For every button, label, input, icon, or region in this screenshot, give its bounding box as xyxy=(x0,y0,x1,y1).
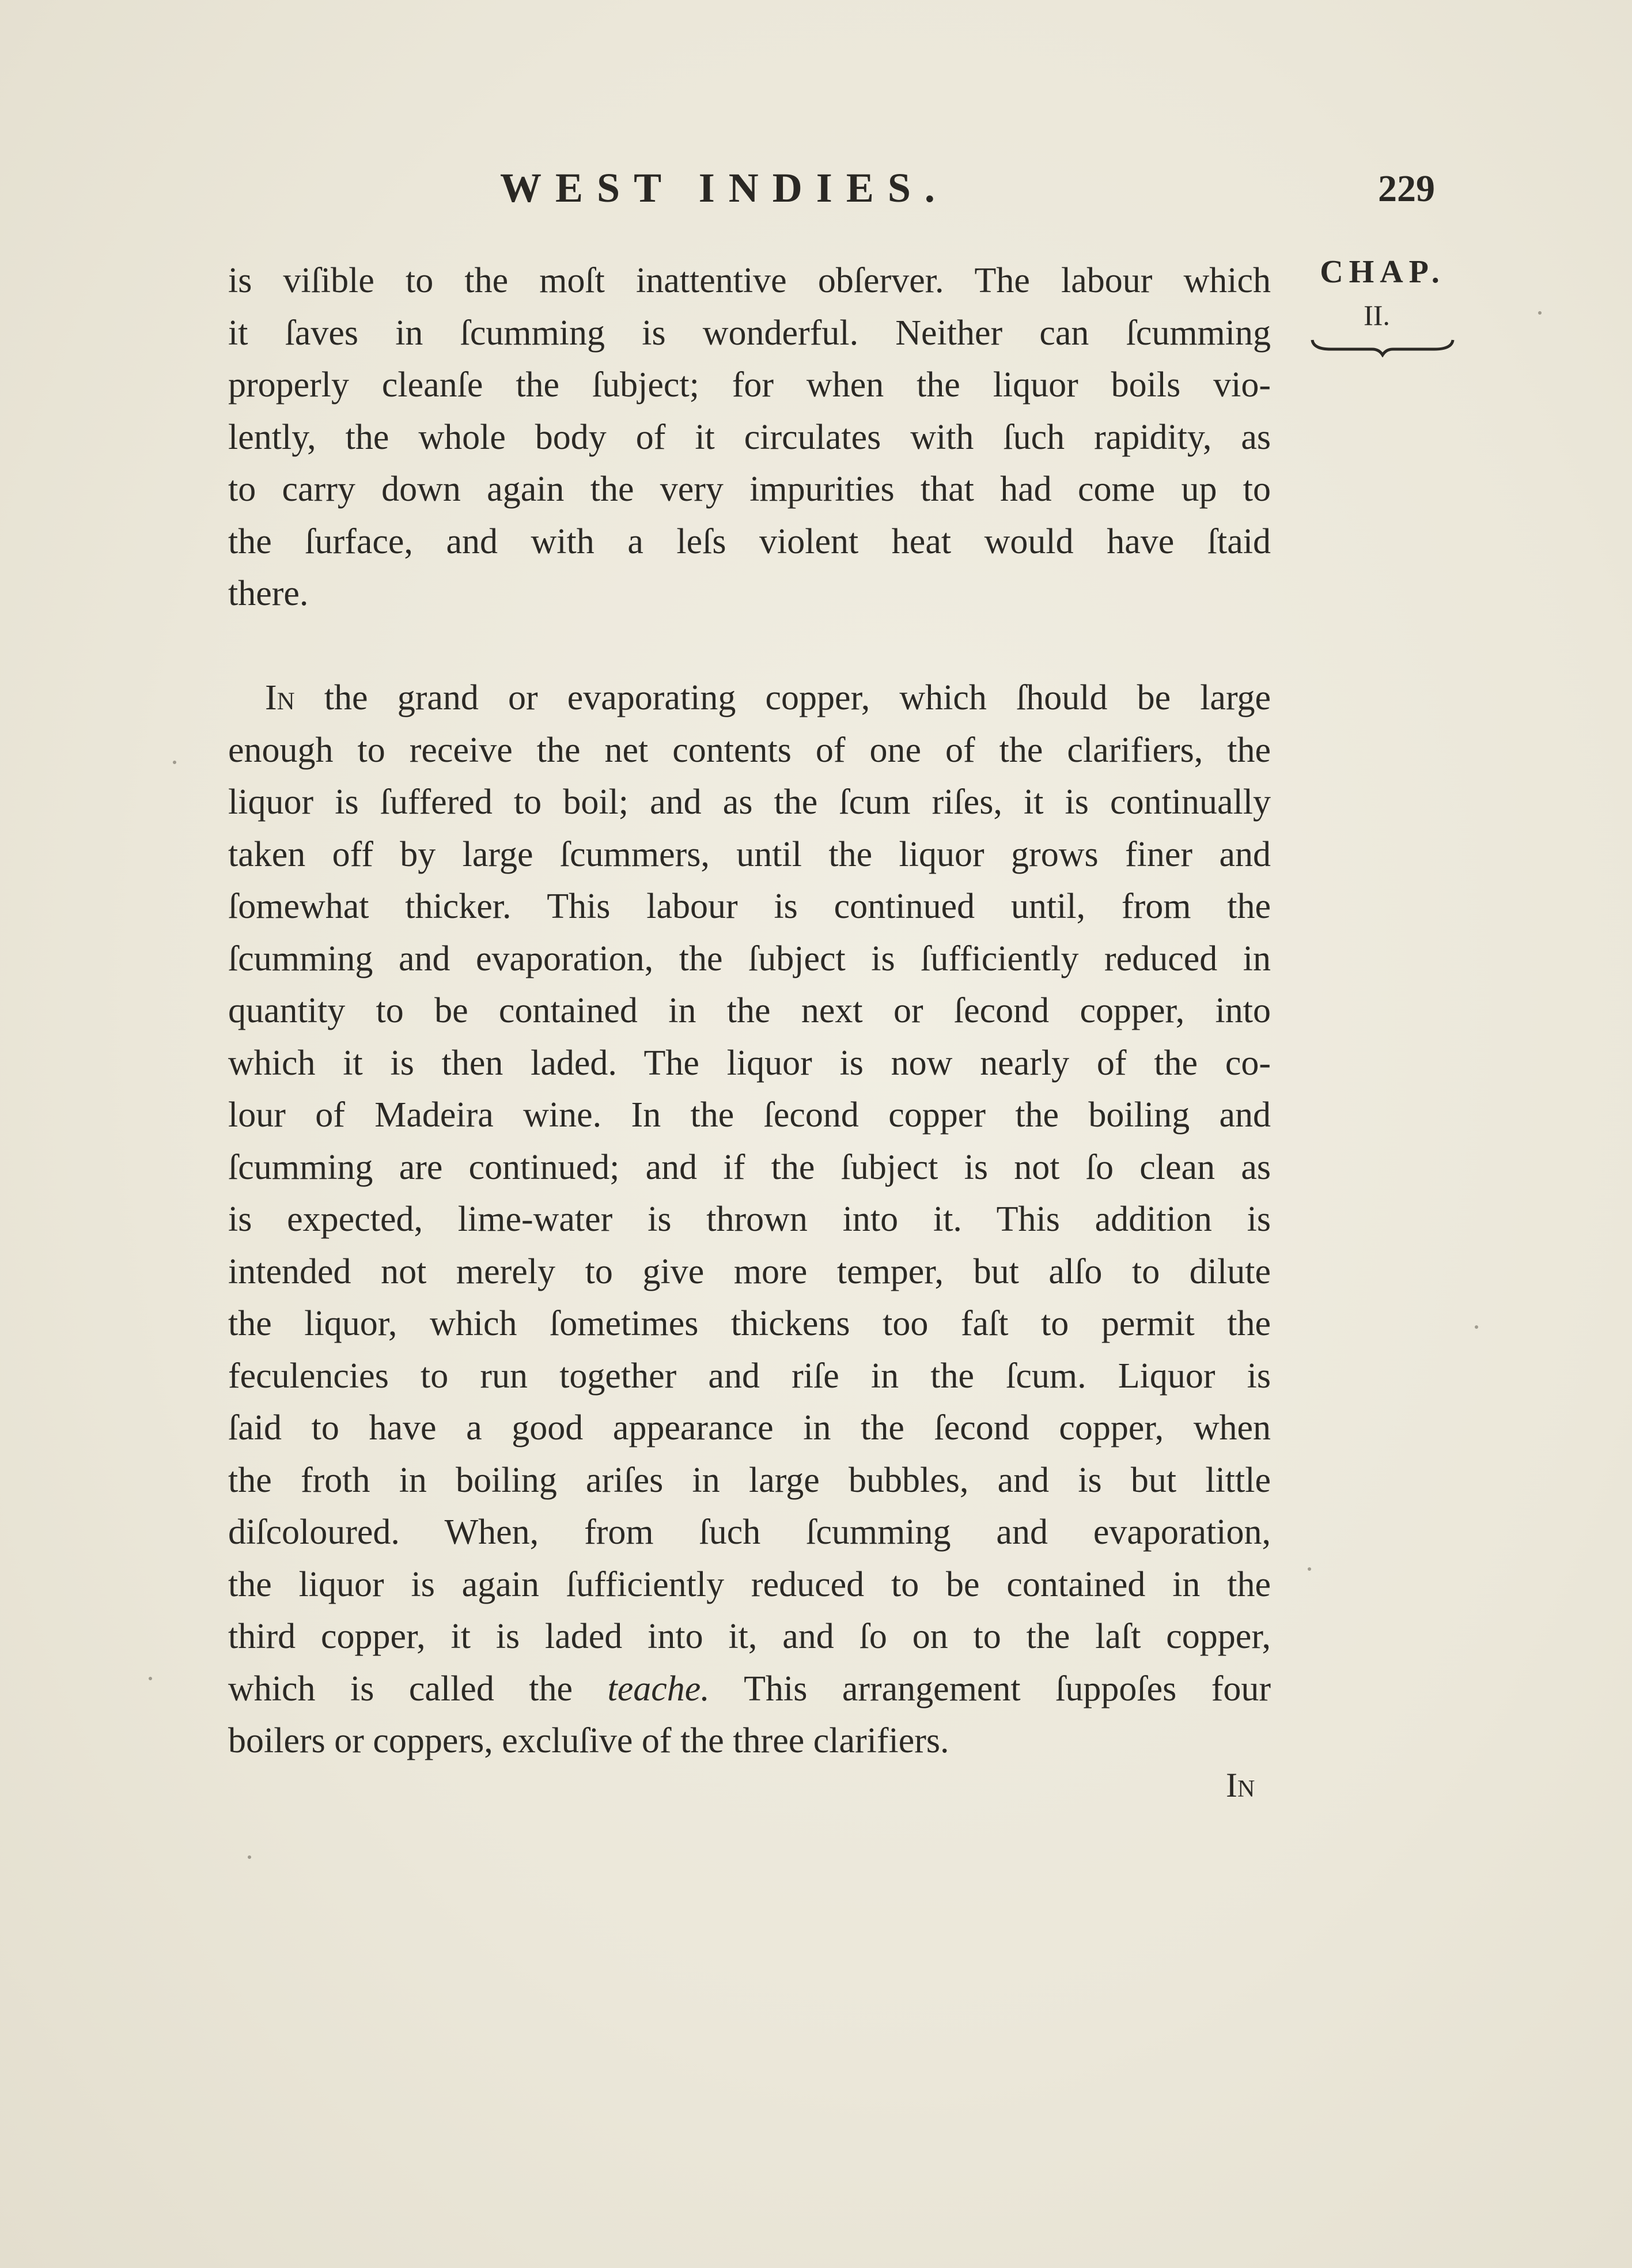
paper-speck xyxy=(149,1677,152,1680)
text-line: to carry down again the very impurities that had come up to xyxy=(228,470,1271,509)
page-number: 229 xyxy=(1378,168,1435,210)
chapter-label: CHAP. xyxy=(1320,254,1445,290)
text-line: feculencies to run together and riſe in the ſcum. Liquor is xyxy=(228,1356,1271,1396)
paper-speck xyxy=(173,761,176,764)
text-line: In the grand or evaporating copper, which ſhould be large xyxy=(265,678,1271,717)
text-line: is viſible to the moſt inattentive obſerver. The labour which xyxy=(228,261,1271,300)
text-line: third copper, it is laded into it, and ſo on to the laſt copper, xyxy=(228,1617,1271,1656)
text-line: diſcoloured. When, from ſuch ſcumming and evaporation, xyxy=(228,1513,1271,1552)
catchword: In xyxy=(1226,1766,1255,1804)
text-line: boilers or coppers, excluſive of the three clarifiers. xyxy=(228,1721,949,1760)
text-line: ſcumming and evaporation, the ſubject is ſufficiently reduced in xyxy=(228,939,1271,978)
text-line: liquor is ſuffered to boil; and as the ſcum riſes, it is continually xyxy=(228,783,1271,822)
text-line: intended not merely to give more temper, but alſo to dilute xyxy=(228,1252,1271,1291)
paragraph-2 xyxy=(228,672,1271,1767)
text-line: the liquor is again ſufficiently reduced to be contained in the xyxy=(228,1564,1271,1604)
text-line: which it is then laded. The liquor is now nearly of the co- xyxy=(228,1043,1271,1083)
chapter-number: II. xyxy=(1364,299,1390,331)
paragraph-1 xyxy=(228,255,1271,620)
text-line: is expected, lime-water is thrown into it. This addition is xyxy=(228,1200,1271,1239)
text-line: ſaid to have a good appearance in the ſecond copper, when xyxy=(228,1408,1271,1447)
paper-speck xyxy=(248,1855,251,1859)
chapter-margin-note xyxy=(1308,254,1457,357)
text-line: ſomewhat thicker. This labour is continued until, from the xyxy=(228,887,1271,926)
text-line: taken off by large ſcummers, until the liquor grows finer and xyxy=(228,834,1271,874)
text-line: lour of Madeira wine. In the ſecond copper the boiling and xyxy=(228,1095,1271,1135)
text-line: it ſaves in ſcumming is wonderful. Neither can ſcumming xyxy=(228,313,1271,353)
brace-ornament-icon xyxy=(1308,334,1457,357)
text-line: there. xyxy=(228,574,309,613)
text-line: the ſurface, and with a leſs violent heat would have ſtaid xyxy=(228,521,1271,561)
paper-speck xyxy=(1475,1325,1478,1329)
text-line: the froth in boiling ariſes in large bubbles, and is but little xyxy=(228,1460,1271,1500)
text-line: the liquor, which ſometimes thickens too faſt to permit the xyxy=(228,1304,1271,1343)
paper-speck xyxy=(1538,311,1542,315)
text-line: properly cleanſe the ſubject; for when the liquor boils vio- xyxy=(228,365,1271,405)
text-line: ſcumming are continued; and if the ſubject is not ſo clean as xyxy=(228,1147,1271,1187)
running-title: WEST INDIES. xyxy=(500,165,949,211)
paper-speck xyxy=(1308,1567,1311,1571)
text-line: lently, the whole body of it circulates with ſuch rapidity, as xyxy=(228,417,1271,457)
text-line: quantity to be contained in the next or ſecond copper, into xyxy=(228,991,1271,1030)
text-line: enough to receive the net contents of one of the clarifiers, the xyxy=(228,730,1271,770)
text-line: which is called the teache. This arrangement ſuppoſes four xyxy=(228,1669,1271,1708)
